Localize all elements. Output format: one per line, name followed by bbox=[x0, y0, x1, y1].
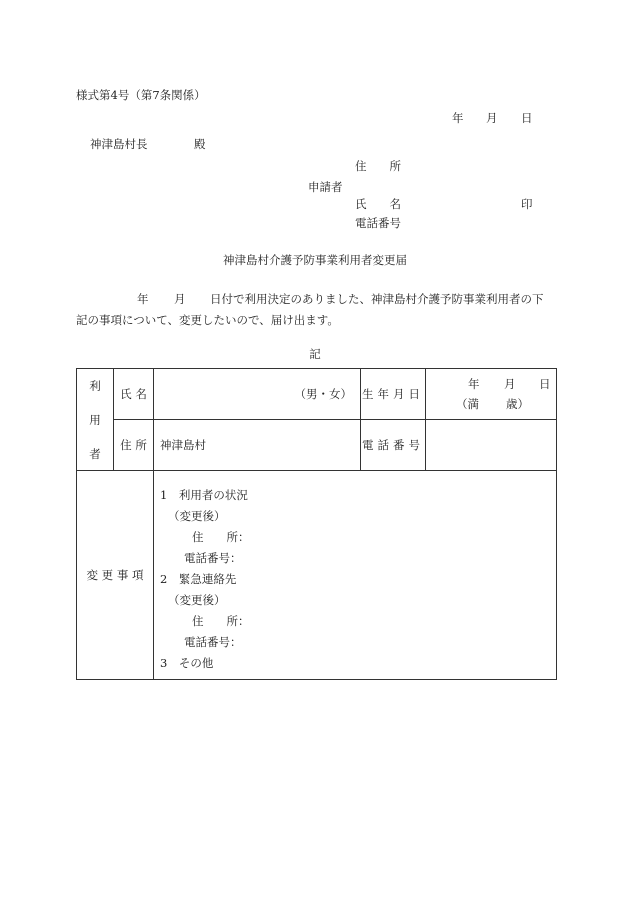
age-suffix: 歳） bbox=[506, 397, 529, 411]
address-label: 住 所 bbox=[114, 420, 154, 471]
document-title: 神津島村介護予防事業利用者変更届 bbox=[223, 253, 407, 267]
changes-content bbox=[154, 471, 557, 680]
birth-date-field bbox=[426, 369, 557, 420]
birth-date-label: 生年月日 bbox=[361, 369, 426, 420]
changes-label: 変 更 事 項 bbox=[77, 471, 154, 680]
change-item-2-after: （変更後） bbox=[168, 593, 226, 607]
seal-mark: 印 bbox=[521, 197, 533, 211]
age-prefix: （満 bbox=[456, 397, 479, 411]
gender-field: （男・女） bbox=[154, 369, 361, 420]
user-label-1: 利 bbox=[89, 378, 101, 393]
applicant-address-label: 住 所 bbox=[355, 159, 401, 173]
change-item-2-address: 住 所： bbox=[192, 614, 250, 628]
body-line1-rest: 日付で利用決定のありました、神津島村介護予防事業利用者の下 bbox=[210, 292, 544, 306]
user-label-cell bbox=[77, 369, 114, 471]
form-table bbox=[76, 368, 557, 680]
change-item-3: 3 その他 bbox=[160, 656, 214, 670]
form-number: 様式第4号（第7条関係） bbox=[76, 88, 206, 102]
change-item-1: 1 利用者の状況 bbox=[160, 488, 248, 502]
birth-day: 日 bbox=[539, 377, 551, 391]
change-item-1-after: （変更後） bbox=[168, 509, 226, 523]
body-year: 年 bbox=[137, 292, 149, 306]
user-label-3: 者 bbox=[89, 446, 101, 461]
ki-heading: 記 bbox=[309, 347, 321, 361]
change-item-1-address: 住 所： bbox=[192, 530, 250, 544]
phone-value bbox=[426, 420, 557, 471]
date-year-label: 年 bbox=[452, 111, 464, 125]
addressee-honorific: 殿 bbox=[194, 137, 206, 151]
applicant-name-label: 氏 名 bbox=[355, 197, 401, 211]
user-label-2: 用 bbox=[89, 412, 101, 427]
change-item-2-phone: 電話番号： bbox=[184, 635, 242, 649]
change-item-1-phone: 電話番号： bbox=[184, 551, 242, 565]
phone-label: 電話番号 bbox=[361, 420, 426, 471]
body-month: 月 bbox=[174, 292, 186, 306]
change-item-2: 2 緊急連絡先 bbox=[160, 572, 237, 586]
addressee-name: 神津島村長 bbox=[90, 137, 148, 151]
birth-year: 年 bbox=[468, 377, 480, 391]
address-value: 神津島村 bbox=[154, 420, 361, 471]
date-day-label: 日 bbox=[521, 111, 533, 125]
body-line2: 記の事項について、変更したいので、届け出ます。 bbox=[76, 313, 339, 327]
name-label: 氏 名 bbox=[114, 369, 154, 420]
applicant-phone-label: 電話番号 bbox=[355, 216, 401, 230]
applicant-label: 申請者 bbox=[308, 180, 343, 194]
birth-month: 月 bbox=[504, 377, 516, 391]
date-month-label: 月 bbox=[486, 111, 498, 125]
